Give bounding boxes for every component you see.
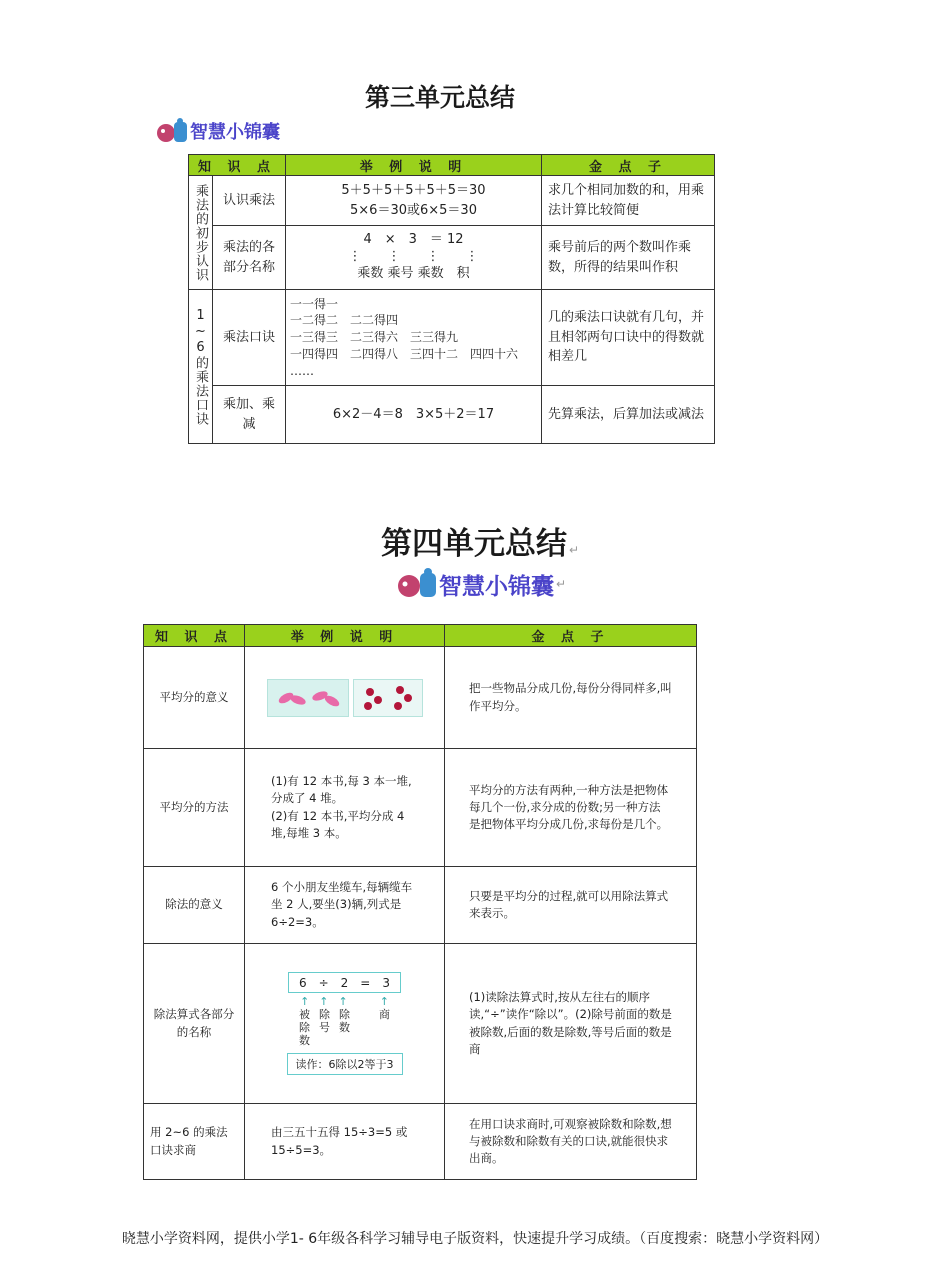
tip-cell: 乘号前后的两个数叫作乘数，所得的结果叫作积 xyxy=(542,226,715,290)
example-cell: 6×2－4＝8 3×5＋2＝17 xyxy=(286,386,542,444)
footer-text: 晓慧小学资料网，提供小学1- 6年级各科学习辅导电子版资料，快速提升学习成绩。（百度搜索：晓慧小学资料网） xyxy=(121,1231,829,1247)
mascot-icon xyxy=(397,566,439,602)
topic-cell: 平均分的意义 xyxy=(144,647,245,749)
berries-image xyxy=(353,679,423,717)
table-row xyxy=(144,749,697,867)
table-row xyxy=(144,1104,697,1180)
tip-cell: 先算乘法，后算加法或减法 xyxy=(542,386,715,444)
topic-cell: 除法算式各部分的名称 xyxy=(144,944,245,1104)
topic-cell: 除法的意义 xyxy=(144,867,245,944)
unit3-title: 第三单元总结 xyxy=(364,83,515,112)
badge-label: 智慧小锦囊 xyxy=(439,573,554,600)
example-cell: 5＋5＋5＋5＋5＋5＝30 5×6＝30或6×5＝30 xyxy=(286,176,542,226)
tip-cell: 几的乘法口诀就有几句，并且相邻两句口诀中的得数就相差几 xyxy=(542,290,715,386)
tip-cell: 在用口诀求商时,可观察被除数和除数,想与被除数和除数有关的口诀,就能很快求出商。 xyxy=(445,1104,697,1180)
group-label: 乘法的初步认识 xyxy=(189,176,213,290)
label-dividend: 被除数 xyxy=(299,1007,310,1048)
topic-cell: 认识乘法 xyxy=(213,176,286,226)
badge-label: 智慧小锦囊 xyxy=(190,122,280,143)
header-tip: 金 点 子 xyxy=(445,625,697,647)
example-cell xyxy=(245,647,445,749)
reading-box: 读作：6除以2等于3 xyxy=(287,1053,403,1075)
tip-cell: (1)读除法算式时,按从左往右的顺序读,“÷”读作“除以”。(2)除号前面的数是被除数,后面的数是除数,等号后面的数是商 xyxy=(445,944,697,1104)
example-cell: 6 个小朋友坐缆车,每辆缆车坐 2 人,要坐(3)辆,列式是 6÷2=3。 xyxy=(245,867,445,944)
table-row xyxy=(144,647,697,749)
header-tip: 金 点 子 xyxy=(542,155,715,176)
group-label: 1~6的乘法口诀 xyxy=(189,290,213,444)
header-knowledge: 知 识 点 xyxy=(189,155,286,176)
table-row xyxy=(189,386,715,444)
unit3-badge xyxy=(156,116,280,146)
table-row xyxy=(189,290,715,386)
table-row xyxy=(189,176,715,226)
header-example: 举 例 说 明 xyxy=(286,155,542,176)
unit4-table xyxy=(143,624,697,1180)
tip-cell: 把一些物品分成几份,每份分得同样多,叫作平均分。 xyxy=(445,647,697,749)
header-knowledge: 知 识 点 xyxy=(144,625,245,647)
example-cell: 4 × 3 ＝ 12 ⋮ ⋮ ⋮ ⋮ 乘数 乘号 乘数 积 xyxy=(286,226,542,290)
mascot-icon xyxy=(156,116,190,146)
table-row xyxy=(144,867,697,944)
topic-cell: 乘加、乘减 xyxy=(213,386,286,444)
label-division-sign: 除号 xyxy=(319,1007,330,1034)
topic-cell: 用 2~6 的乘法口诀求商 xyxy=(144,1104,245,1180)
tip-cell: 求几个相同加数的和，用乘法计算比较简便 xyxy=(542,176,715,226)
tip-cell: 只要是平均分的过程,就可以用除法算式来表示。 xyxy=(445,867,697,944)
example-cell: (1)有 12 本书,每 3 本一堆,分成了 4 堆。 (2)有 12 本书,平均分成 4 堆,每堆 3 本。 xyxy=(245,749,445,867)
unit4-title: 第四单元总结 ↵ xyxy=(380,526,580,562)
topic-cell: 平均分的方法 xyxy=(144,749,245,867)
arrows: ↑ ↑ ↑ ↑ xyxy=(300,994,389,1008)
unit4-badge: 智慧小锦囊 ↵ xyxy=(397,566,566,602)
topic-cell: 乘法口诀 xyxy=(213,290,286,386)
label-divisor: 除数 xyxy=(339,1007,350,1034)
tip-cell: 平均分的方法有两种,一种方法是把物体每几个一份,求分成的份数;另一种方法是把物体平均分成几份,求每份是几个。 xyxy=(445,749,697,867)
division-equation: 6 ÷ 2 = 3 xyxy=(288,972,401,993)
table-row xyxy=(144,944,697,1104)
unit3-table xyxy=(188,154,715,444)
topic-cell: 乘法的各部分名称 xyxy=(213,226,286,290)
example-cell: 由三五十五得 15÷3=5 或 15÷5=3。 xyxy=(245,1104,445,1180)
table-row xyxy=(189,226,715,290)
petals-image xyxy=(267,679,349,717)
return-mark: ↵ xyxy=(568,543,580,557)
label-quotient: 商 xyxy=(379,1007,390,1021)
example-cell: 一一得一 一二得二 二二得四 一三得三 二三得六 三三得九 一四得四 二四得八 三四十二 四四十六 …… xyxy=(286,290,542,386)
division-diagram xyxy=(245,944,445,1104)
header-example: 举 例 说 明 xyxy=(245,625,445,647)
